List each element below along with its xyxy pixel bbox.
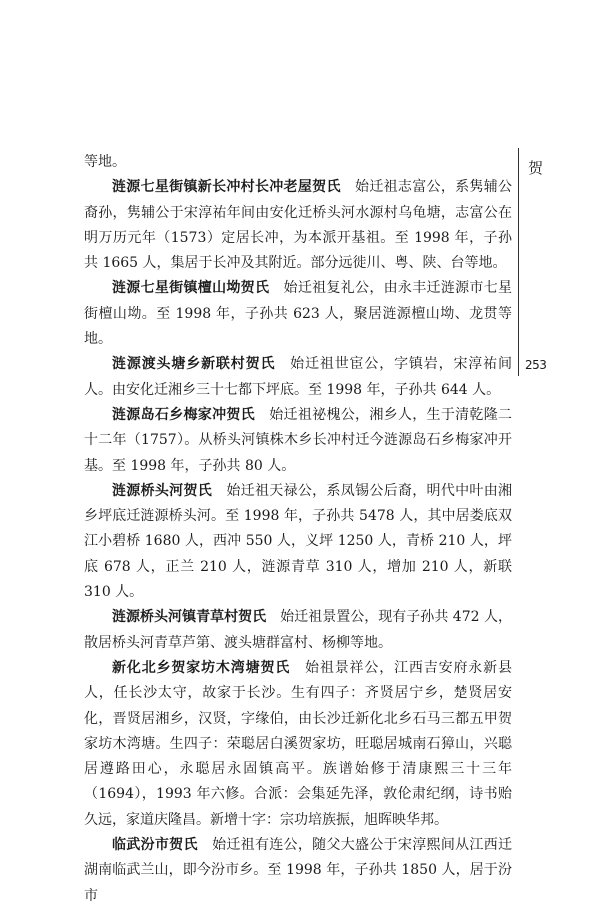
- paragraph: [84, 656, 512, 833]
- paragraph-heading: 临武汾市贺氏: [112, 837, 198, 854]
- chapter-marker: 贺: [528, 159, 544, 177]
- paragraph-text: 始迁祖志富公，系隽辅公裔孙，隽辅公于宋淳祐年间由安化迁桥头河水源村乌龟塘，志富公在明万历元年（1573）定居长冲，为本派开基祖。至 1998 年，子孙共 1665 人，集居于长冲及其附近。部分远徙川、粤、陕、台等地。: [84, 179, 513, 272]
- paragraph: [84, 150, 512, 175]
- paragraph-heading: 涟源渡头塘乡新联村贺氏: [112, 356, 276, 373]
- paragraph: [84, 605, 512, 656]
- paragraph-heading: 新化北乡贺家坊木湾塘贺氏: [112, 659, 291, 676]
- paragraph: [84, 276, 512, 352]
- paragraph-text: 始迁祖世宦公，字镇岩，宋淳祐间人。由安化迁湘乡三十七都下坪底。至 1998 年，子孙共 644 人。: [84, 356, 513, 398]
- paragraph-text: 始迁祖祕槐公，湘乡人，生于清乾隆二十二年（1757）。从桥头河镇株木乡长冲村迁今涟源岛石乡梅家冲开基。至 1998 年，子孙共 80 人。: [84, 406, 513, 474]
- paragraph-text: 始迁祖有连公，随父大盛公于宋淳熙间从江西迁湖南临武兰山，即今汾市乡。至 1998 年，子孙共 1850 人，居于汾市: [84, 837, 513, 904]
- paragraph: [84, 403, 512, 479]
- paragraph-heading: 涟源岛石乡梅家冲贺氏: [112, 406, 255, 423]
- paragraph: [84, 833, 512, 909]
- margin-divider-line: [518, 148, 519, 376]
- main-text: [84, 150, 512, 909]
- paragraph-text: 始迁祖复礼公，由永丰迁涟源市七星街檀山坳。至 1998 年，子孙共 623 人，聚居涟源檀山坳、龙贯等地。: [84, 280, 513, 348]
- page-number: 253: [525, 358, 547, 372]
- paragraph-heading: 涟源七星街镇檀山坳贺氏: [112, 280, 270, 297]
- paragraph-heading: 涟源七星街镇新长冲村长冲老屋贺氏: [112, 179, 341, 196]
- paragraph: [84, 175, 512, 276]
- paragraph-text: 始祖景祥公，江西吉安府永新县人，任长沙太守，故家于长沙。生有四子：齐贤居宁乡，楚贤居安化，晋贤居湘乡，汉贤，字缘伯，由长沙迁新化北乡石马三都五甲贺家坊木湾塘。生四子：荣聪居白溪贺家坊，旺聪居城南石獐山，兴聪居遵路田心，永聪居永固镇高平。族谱始修于清康熙三十三年（1694），1993 年六修。合派：会集延先泽，敦伦肃纪纲，诗书贻久远，家道庆隆昌。新增十字：宗功培族振，旭晖映华邦。: [84, 659, 513, 828]
- paragraph-text: 始迁祖天禄公，系凤锡公后裔，明代中叶由湘乡坪底迁涟源桥头河。至 1998 年，子孙共 5478 人，其中居娄底双江小碧桥 1680 人，西冲 550 人，义坪 1250 人，青桥 210 人，坪底 678 人，正兰 210 人，涟源青草 310 人，增加 210 人，新联 310 人。: [84, 482, 513, 601]
- paragraph: [84, 479, 512, 605]
- paragraph-heading: 涟源桥头河贺氏: [112, 482, 213, 499]
- paragraph-text: 始迁祖景置公，现有子孙共 472 人，散居桥头河青草芦第、渡头塘群富村、杨柳等地。: [84, 609, 512, 651]
- paragraph: [84, 352, 512, 403]
- paragraph-text: 等地。: [84, 154, 126, 170]
- paragraph-heading: 涟源桥头河镇青草村贺氏: [112, 609, 267, 626]
